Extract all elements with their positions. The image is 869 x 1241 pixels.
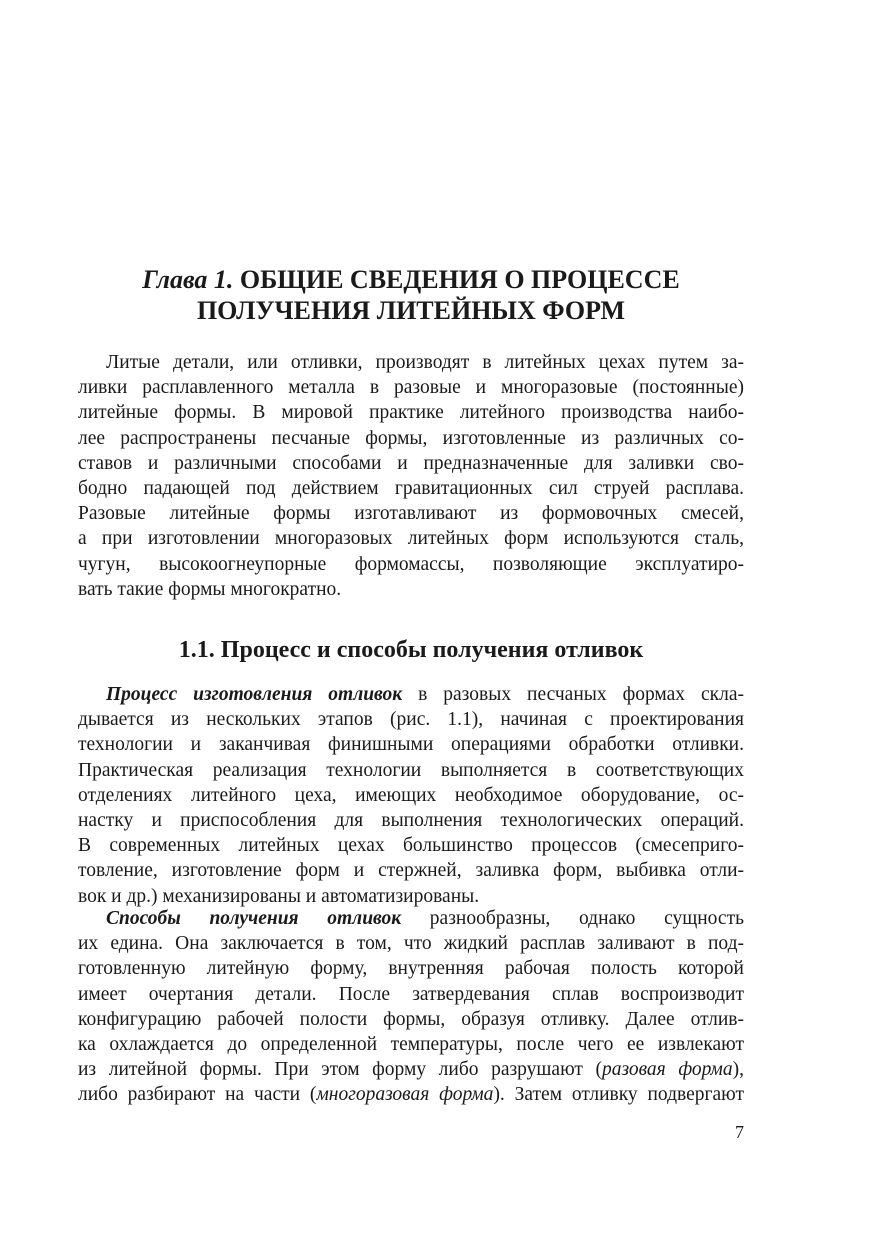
page-number: 7 (735, 1122, 744, 1142)
paragraph-methods (78, 906, 744, 1108)
chapter-title (78, 264, 744, 326)
intro-line: вать такие формы многократно. (78, 578, 342, 600)
paragraph-text: разнообразны, однако сущность (401, 908, 744, 929)
paragraph-line: Практическая реализация технологии выполняется в соответствующих (78, 759, 744, 781)
chapter-label: Глава 1. (142, 265, 234, 294)
paragraph-process (78, 682, 744, 909)
paragraph-text: либо разбирают на части ( (78, 1084, 317, 1106)
paragraph-text: в разовых песчаных формах скла- (402, 684, 745, 705)
intro-paragraph (78, 350, 744, 602)
paragraph-line: вок и др.) механизированы и автоматизированы. (78, 885, 480, 907)
paragraph-line (78, 906, 744, 931)
italic-term: разовая форма (602, 1059, 733, 1081)
paragraph-line: готовленную литейную форму, внутренняя рабочая полость которой (78, 958, 744, 980)
paragraph-line: дывается из нескольких этапов (рис. 1.1), начиная с проектирования (78, 709, 744, 731)
paragraph-text: ). Затем отливку подвергают (493, 1084, 744, 1106)
intro-line: а при изготовлении многоразовых литейных форм используются сталь, (78, 528, 744, 550)
paragraph-line: В современных литейных цехах большинство процессов (смесеприго- (78, 835, 744, 857)
intro-line: ливки расплавленного металла в разовые и многоразовые (постоянные) (78, 377, 744, 399)
page (78, 0, 744, 1241)
paragraph-line: отделениях литейного цеха, имеющих необходимое оборудование, ос- (78, 784, 744, 806)
intro-line: чугун, высокоогнеупорные формомассы, позволяющие эксплуатиро- (78, 553, 744, 575)
paragraph-line: товление, изготовление форм и стержней, заливка форм, выбивка отли- (78, 860, 744, 882)
paragraph-line (78, 1082, 744, 1107)
paragraph-text: ), (732, 1059, 745, 1081)
term-process: Процесс изготовления отливок (106, 684, 403, 705)
intro-line: бодно падающей под действием гравитационных сил струей расплава. (78, 477, 744, 499)
paragraph-line: настку и приспособления для выполнения технологических операций. (78, 809, 744, 831)
paragraph-line: их едина. Она заключается в том, что жидкий расплав заливают в под- (78, 933, 744, 955)
paragraph-line: ка охлаждается до определенной температуры, после чего ее извлекают (78, 1033, 744, 1055)
paragraph-text: из литейной формы. При этом форму либо разрушают ( (78, 1059, 602, 1081)
intro-line: лее распространены песчаные формы, изготовленные из различных со- (78, 427, 744, 449)
intro-line: ставов и различными способами и предназначенные для заливки сво- (78, 452, 744, 474)
intro-line: литейные формы. В мировой практике литейного производства наибо- (78, 402, 744, 424)
intro-line: Литые детали, или отливки, производят в литейных цехах путем за- (106, 352, 744, 373)
chapter-title-line1: ОБЩИЕ СВЕДЕНИЯ О ПРОЦЕССЕ (239, 265, 680, 294)
paragraph-line: имеет очертания детали. После затвердевания сплав воспроизводит (78, 983, 744, 1005)
paragraph-line: конфигурацию рабочей полости формы, образуя отливку. Далее отлив- (78, 1008, 744, 1030)
paragraph-line: технологии и заканчивая финишными операциями обработки отливки. (78, 734, 744, 756)
intro-line: Разовые литейные формы изготавливают из формовочных смесей, (78, 503, 744, 525)
term-methods: Способы получения отливок (106, 908, 402, 929)
chapter-title-line2: ПОЛУЧЕНИЯ ЛИТЕЙНЫХ ФОРМ (196, 296, 626, 325)
italic-term: многоразовая форма (316, 1084, 494, 1106)
section-title: 1.1. Процесс и способы получения отливок (178, 637, 644, 663)
paragraph-line (78, 1057, 744, 1082)
paragraph-line (78, 682, 744, 707)
